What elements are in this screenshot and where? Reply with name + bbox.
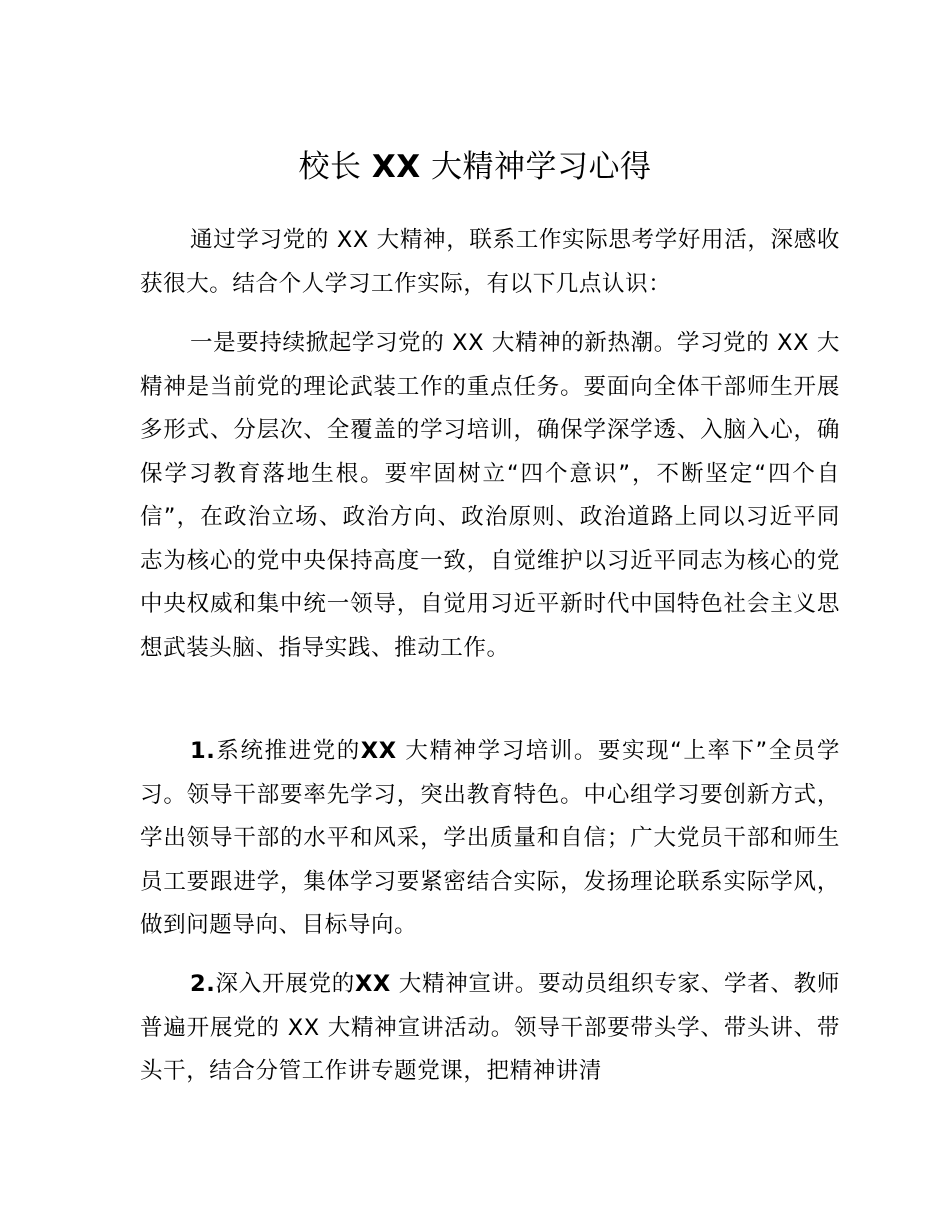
section-2-text: 大精神宣讲。要动员组织专家、学者、教师普遍开展党的 XX 大精神宣讲活动。领导干部要带头学、带头讲、带头干，结合分管工作讲专题党课，把精神讲清 bbox=[140, 971, 840, 1084]
document-title bbox=[0, 142, 950, 192]
title-prefix: 校长 bbox=[298, 149, 362, 185]
title-bold-xx: XX bbox=[371, 149, 421, 185]
title-suffix: 大精神学习心得 bbox=[431, 149, 652, 185]
section-2-lead: 深入开展党的 bbox=[215, 971, 355, 997]
section-2-paragraph bbox=[140, 963, 840, 1094]
section-1-number: 1. bbox=[190, 738, 216, 764]
section-1-lead: 系统推进党的 bbox=[215, 738, 361, 764]
section-1-text: 大精神学习培训。要实现“上率下”全员学习。领导干部要率先学习，突出教育特色。中心组学习要创新方式，学出领导干部的水平和风采，学出质量和自信；广大党员干部和师生员工要跟进学，集体学习要紧密结合实际，发扬理论联系实际学风，做到问题导向、目标导向。 bbox=[140, 738, 841, 938]
section-2-bold-xx: XX bbox=[354, 971, 391, 997]
section-1-paragraph bbox=[140, 730, 840, 948]
section-2-number: 2. bbox=[190, 971, 216, 997]
section-1-bold-xx: XX bbox=[360, 738, 397, 764]
point-one-paragraph: 一是要持续掀起学习党的 XX 大精神的新热潮。学习党的 XX 大精神是当前党的理论武装工作的重点任务。要面向全体干部师生开展多形式、分层次、全覆盖的学习培训，确保学深学透、入脑入心，确保学习教育落地生根。要牢固树立“四个意识”，不断坚定“四个自信”，在政治立场、政治方向、政治原则、政治道路上同以习近平同志为核心的党中央保持高度一致，自觉维护以习近平同志为核心的党中央权威和集中统一领导，自觉用习近平新时代中国特色社会主义思想武装头脑、指导实践、推动工作。 bbox=[140, 330, 840, 661]
intro-paragraph: 通过学习党的 XX 大精神，联系工作实际思考学好用活，深感收获很大。结合个人学习工作实际，有以下几点认识： bbox=[140, 227, 840, 297]
